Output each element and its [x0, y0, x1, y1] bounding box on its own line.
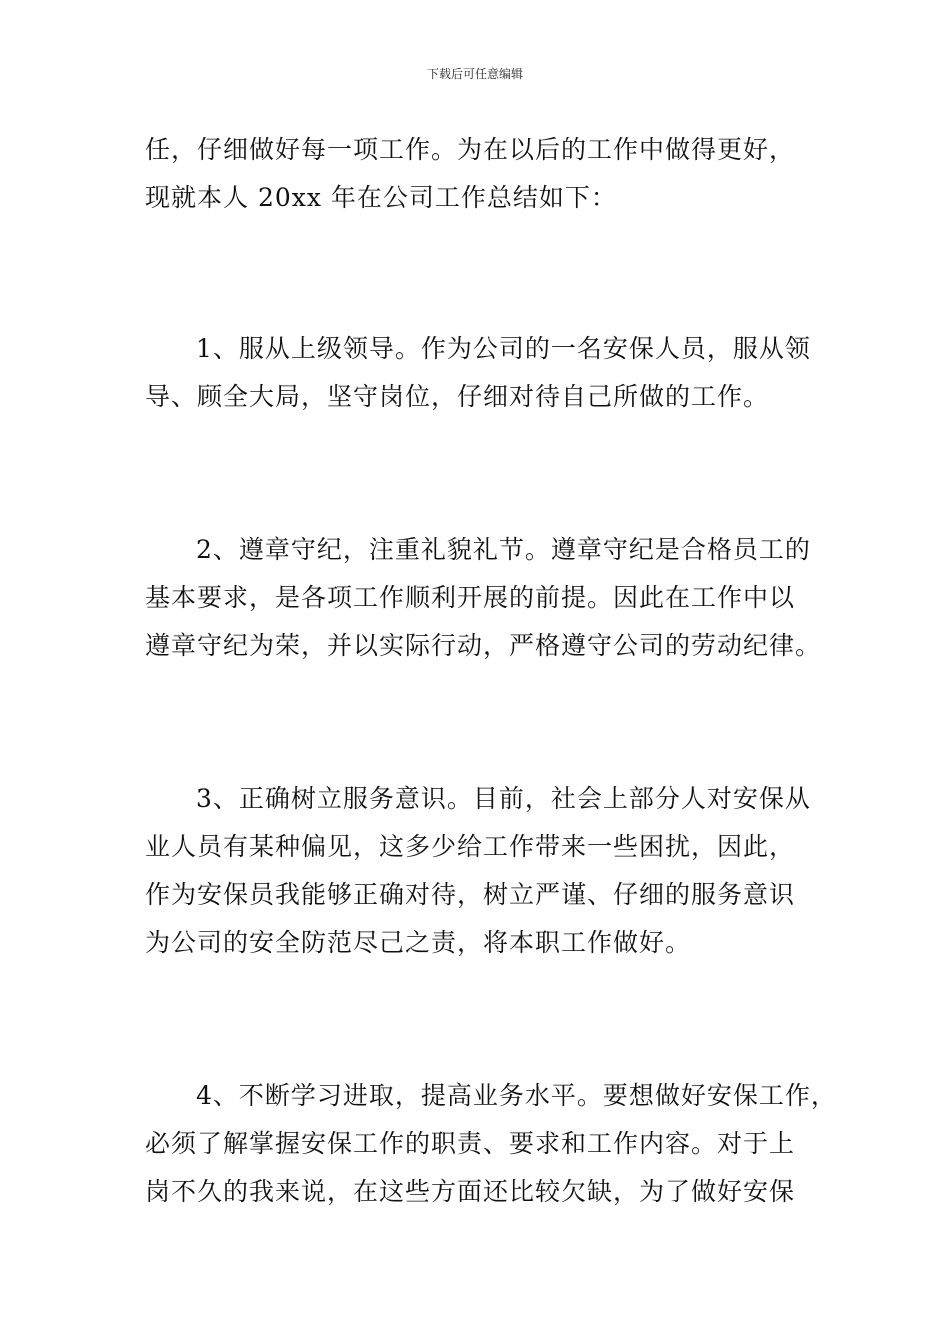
- text-line: 基本要求，是各项工作顺利开展的前提。因此在工作中以: [145, 583, 796, 612]
- page-header: 下载后可任意编辑: [426, 67, 523, 81]
- paragraph-spacer: [145, 670, 825, 775]
- text-line: 为公司的安全防范尽己之责，将本职工作做好。: [145, 928, 692, 957]
- paragraph-spacer: [145, 222, 825, 325]
- text-line: 业人员有某种偏见，这多少给工作带来一些困扰，因此，: [145, 832, 796, 861]
- text-line: 4、不断学习进取，提高业务水平。要想做好安保工作，: [196, 1081, 837, 1110]
- text-line: 2、遵章守纪，注重礼貌礼节。遵章守纪是合格员工的: [196, 535, 811, 564]
- text-line: 岗不久的我来说，在这些方面还比较欠缺，为了做好安保: [145, 1177, 796, 1206]
- text-line: 作为安保员我能够正确对待，树立严谨、仔细的服务意识: [145, 880, 796, 909]
- paragraph-spacer: [145, 421, 825, 526]
- paragraph-intro: [145, 126, 825, 222]
- paragraph-item-2: [145, 526, 825, 670]
- paragraph-spacer: [145, 967, 825, 1072]
- text-line: 导、顾全大局，坚守岗位，仔细对待自己所做的工作。: [145, 382, 770, 411]
- text-line: 任，仔细做好每一项工作。为在以后的工作中做得更好，: [145, 135, 796, 164]
- text-line: 1、服从上级领导。作为公司的一名安保人员，服从领: [196, 334, 811, 363]
- text-line: 遵章守纪为荣，并以实际行动，严格遵守公司的劳动纪律。: [145, 631, 822, 660]
- paragraph-item-4: [145, 1072, 837, 1216]
- text-line: 3、正确树立服务意识。目前，社会上部分人对安保从: [196, 784, 811, 813]
- text-line: 现就本人 20xx 年在公司工作总结如下：: [145, 183, 617, 212]
- document-body: [145, 126, 837, 1216]
- text-line: 必须了解掌握安保工作的职责、要求和工作内容。对于上: [145, 1129, 796, 1158]
- paragraph-item-1: [145, 325, 825, 421]
- paragraph-item-3: [145, 775, 825, 967]
